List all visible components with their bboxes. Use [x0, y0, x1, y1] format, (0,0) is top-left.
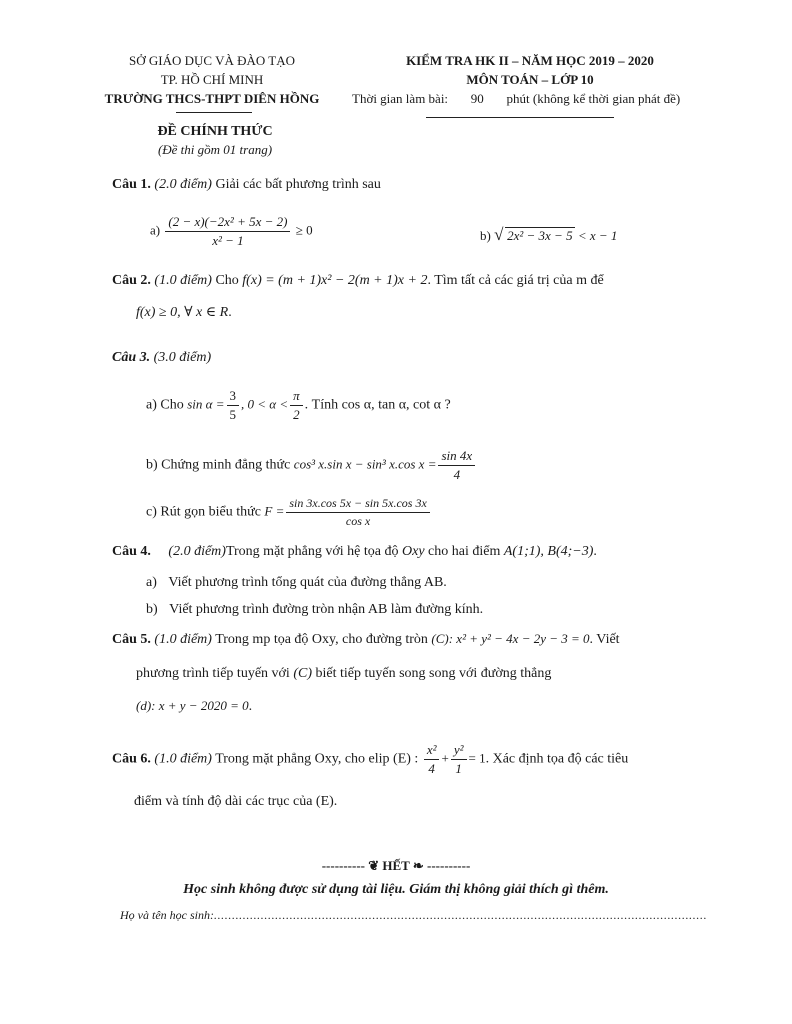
- fraction-denominator: cos x: [286, 512, 429, 529]
- question-text-cont: . Tìm tất cả các giá trị của m để: [427, 273, 604, 288]
- student-name-dots: .........................................................................................................................................: [213, 908, 708, 922]
- question-6-heading: [112, 742, 628, 777]
- condition-formula: f(x) ≥ 0, ∀ x ∈ R: [136, 305, 229, 320]
- fraction-pi: [290, 388, 303, 423]
- question-3c: [146, 496, 432, 529]
- question-text: Trong mặt phẳng với hệ tọa độ: [225, 544, 399, 559]
- fraction-denominator: x² − 1: [165, 231, 290, 249]
- city-name: TP. HỒ CHÍ MINH: [160, 72, 264, 87]
- question-text-cont: . Viết: [589, 632, 620, 647]
- exam-note: Học sinh không được sử dụng tài liệu. Giám thị không giải thích gì thêm.: [183, 882, 609, 897]
- time-value: 90: [470, 91, 484, 106]
- question-4b: [146, 602, 483, 618]
- part-label: c): [146, 504, 157, 520]
- question-2-heading: [112, 273, 604, 289]
- inequality-rest: < x − 1: [577, 228, 618, 243]
- question-text-cont: biết tiếp tuyến song song với đường thẳng: [315, 666, 552, 681]
- question-3b: [146, 448, 477, 483]
- part-label: a): [146, 575, 157, 590]
- time-label: Thời gian làm bài:: [352, 91, 449, 106]
- part-text: Rút gọn biểu thức: [160, 504, 261, 520]
- exam-title: KIỂM TRA HK II – NĂM HỌC 2019 – 2020: [406, 53, 654, 68]
- part-label: b): [480, 228, 491, 243]
- part-label: a): [146, 397, 157, 413]
- radical-sign: √: [494, 225, 504, 244]
- time-underline: [426, 117, 614, 118]
- question-text: Trong mặt phẳng Oxy, cho elip (E) :: [215, 751, 419, 767]
- question-label: Câu 2.: [112, 273, 151, 288]
- question-text-cont: cho hai điểm: [428, 544, 501, 559]
- sine-lhs: sin α =: [187, 396, 225, 412]
- fraction-denominator: 4: [424, 759, 440, 777]
- question-2-condition: [136, 304, 232, 321]
- school-name: TRƯỜNG THCS-THPT DIÊN HỒNG: [104, 91, 320, 106]
- question-1b: [480, 225, 618, 244]
- question-end: .: [593, 544, 597, 559]
- part-label: a): [150, 222, 161, 238]
- question-text-cont: . Xác định tọa độ các tiêu: [485, 751, 629, 767]
- part-text: Chứng minh đẳng thức: [161, 457, 291, 473]
- question-1-heading: [112, 177, 381, 193]
- part-text: Cho: [160, 397, 184, 413]
- part-label: b): [146, 602, 158, 617]
- question-end: .: [248, 699, 253, 714]
- question-text: Trong mp tọa độ Oxy, cho đường tròn: [215, 632, 428, 647]
- end-mark: ---------- ❦ HẾT ❧ ----------: [321, 858, 471, 873]
- question-3-heading: [112, 350, 211, 366]
- question-1a: [150, 214, 313, 249]
- square-root: [494, 225, 574, 244]
- student-name-line: [120, 908, 707, 923]
- question-label: Câu 5.: [112, 632, 151, 647]
- question-6-line2: điểm và tính độ dài các trục của (E).: [134, 794, 338, 809]
- fraction: [165, 214, 290, 249]
- circle-symbol: (C): [293, 666, 312, 681]
- question-label: Câu 1.: [112, 177, 151, 192]
- plus-sign: +: [441, 750, 449, 766]
- question-label: Câu 3.: [112, 350, 151, 365]
- student-name-label: Họ và tên học sinh:: [120, 908, 214, 922]
- question-points: (3.0 điểm): [153, 350, 212, 365]
- fraction: [438, 448, 475, 483]
- question-text: Giải các bất phương trình sau: [215, 177, 381, 192]
- question-label: Câu 4.: [112, 544, 151, 559]
- fraction-numerator: sin 3x.cos 5x − sin 5x.cos 3x: [289, 496, 427, 510]
- fraction-numerator: y²: [453, 742, 464, 757]
- radicand: 2x² − 3x − 5: [507, 228, 573, 243]
- exam-time: [352, 91, 680, 107]
- fraction-numerator: sin 4x: [441, 448, 473, 463]
- fraction-denominator: 4: [438, 465, 475, 483]
- angle-range: , 0 < α <: [241, 396, 289, 412]
- function-formula: f(x) = (m + 1)x² − 2(m + 1)x + 2: [242, 273, 428, 288]
- inequality-relation: ≥ 0: [295, 222, 313, 238]
- question-5-line3: [136, 698, 252, 715]
- fraction-y: [451, 742, 467, 777]
- question-points: (1.0 điểm): [154, 273, 212, 288]
- dept-name: SỞ GIÁO DỤC VÀ ĐÀO TẠO: [129, 53, 295, 68]
- fraction: [286, 496, 429, 529]
- part-text: Viết phương trình đường tròn nhận AB làm đường kính.: [169, 602, 484, 617]
- fraction-numerator: π: [293, 388, 300, 403]
- fraction-numerator: (2 − x)(−2x² + 5x − 2): [168, 214, 288, 229]
- fraction-numerator: 3: [229, 388, 237, 403]
- question-points: (1.0 điểm): [154, 632, 212, 647]
- fraction-denominator: 1: [451, 759, 467, 777]
- fraction: [227, 388, 240, 423]
- fraction-denominator: 2: [290, 405, 303, 423]
- question-text: Cho: [215, 273, 239, 288]
- line-equation: (d): x + y − 2020 = 0: [136, 698, 249, 713]
- equals-one: = 1: [468, 750, 486, 766]
- condition-end: .: [228, 305, 232, 320]
- part-label: b): [146, 457, 158, 473]
- question-3a: [146, 388, 451, 423]
- coordinate-system: Oxy: [402, 544, 425, 559]
- school-underline: [176, 112, 252, 113]
- question-points: (2.0 điểm): [154, 177, 212, 192]
- question-4-heading: [112, 544, 597, 560]
- subject-title: MÔN TOÁN – LỚP 10: [466, 72, 594, 87]
- question-points: (1.0 điểm): [154, 751, 212, 767]
- circle-equation: (C): x² + y² − 4x − 2y − 3 = 0: [431, 631, 590, 646]
- fraction-denominator: 5: [227, 405, 240, 423]
- question-5-line2: [136, 666, 551, 682]
- time-suffix: phút (không kể thời gian phát đề): [506, 91, 681, 106]
- fraction-x: [424, 742, 440, 777]
- fraction-numerator: x²: [426, 742, 437, 757]
- pages-note: (Đề thi gồm 01 trang): [157, 142, 273, 157]
- part-text-cont: . Tính cos α, tan α, cot α ?: [304, 397, 451, 413]
- question-5-heading: [112, 631, 620, 648]
- part-text: Viết phương trình tổng quát của đường thẳng AB.: [168, 575, 447, 590]
- question-label: Câu 6.: [112, 751, 151, 767]
- official-label: ĐỀ CHÍNH THỨC: [157, 124, 273, 139]
- question-points: (2.0 điểm): [168, 544, 226, 559]
- identity-lhs: cos³ x.sin x − sin³ x.cos x =: [293, 456, 437, 472]
- expression-lhs: F =: [264, 503, 285, 519]
- question-text: phương trình tiếp tuyến với: [136, 666, 290, 681]
- question-4a: [146, 575, 447, 591]
- points-ab: A(1;1), B(4;−3): [503, 544, 594, 559]
